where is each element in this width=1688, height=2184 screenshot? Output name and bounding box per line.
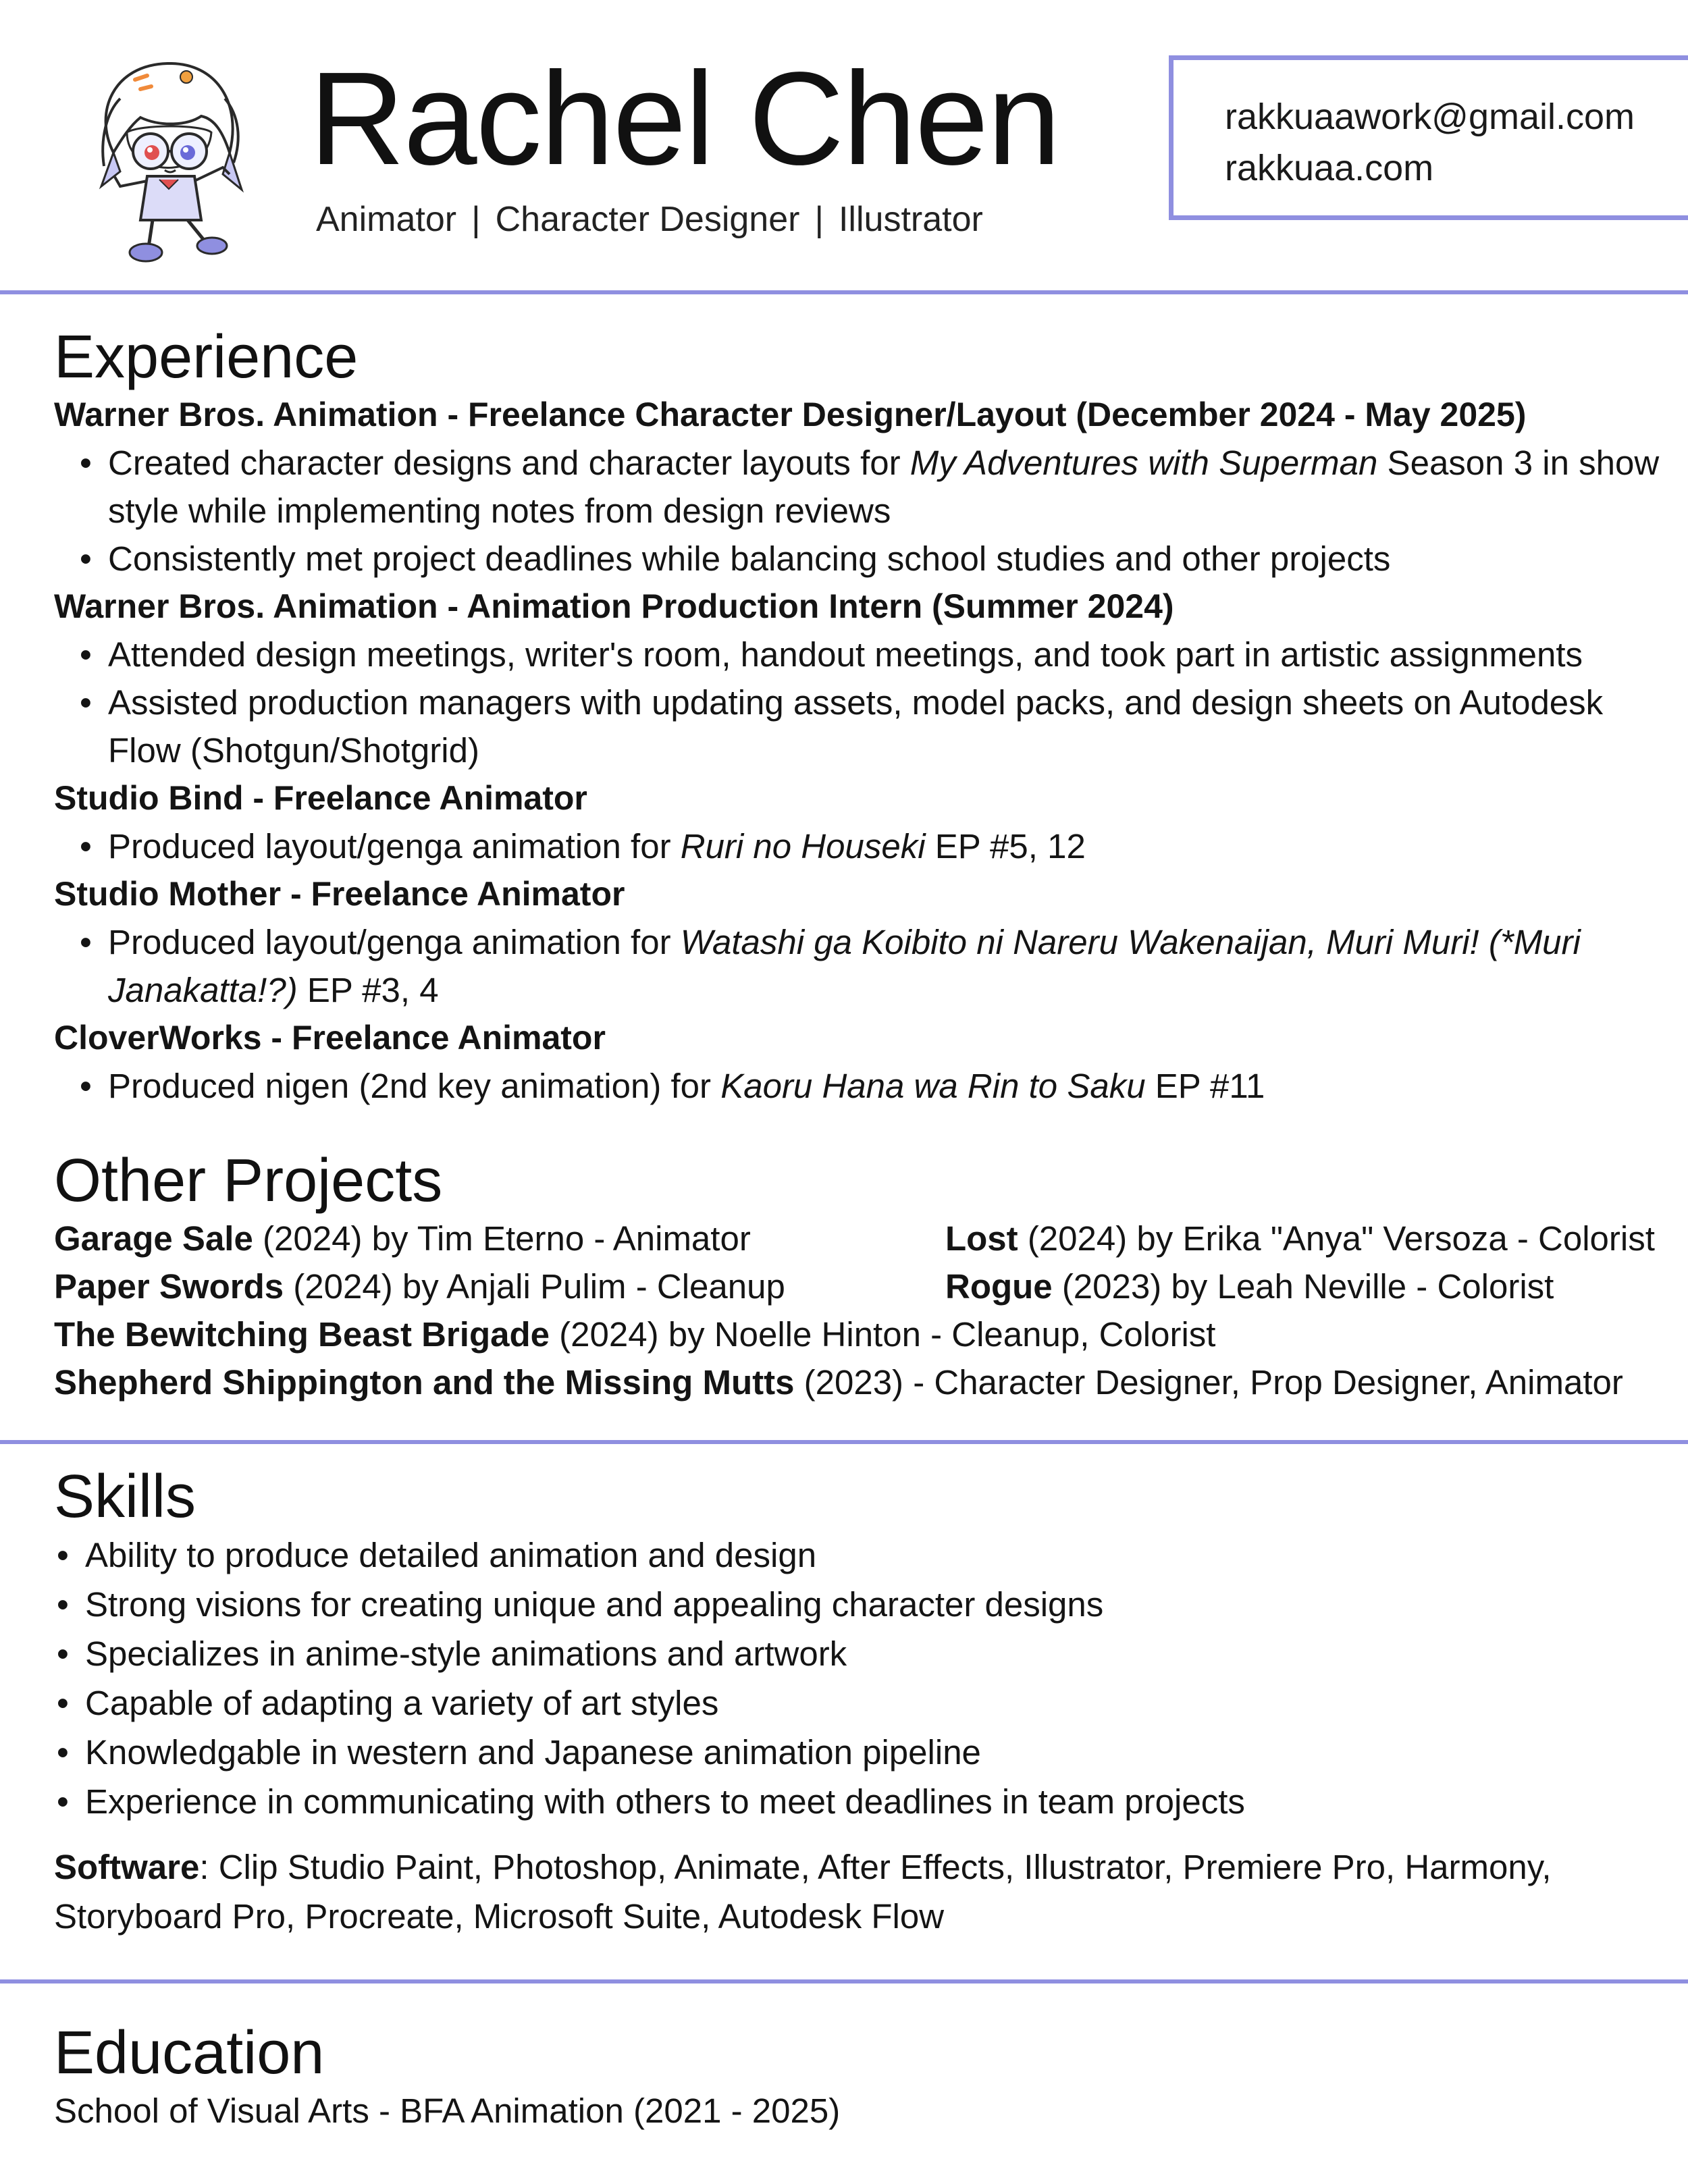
- bullet-item: • Consistently met project deadlines while balancing school studies and other projects: [54, 535, 1661, 583]
- header-name: Rachel Chen: [309, 45, 1060, 192]
- experience-section: [54, 324, 1661, 1110]
- job-bullets: [54, 822, 1661, 870]
- project-item: Lost (2024) by Erika "Anya" Versoza - Colorist: [945, 1219, 1655, 1258]
- skill-item: • Experience in communicating with others to meet deadlines in team projects: [54, 1777, 1661, 1826]
- job-heading: CloverWorks - Freelance Animator: [54, 1019, 606, 1057]
- section-divider: [0, 1979, 1688, 1983]
- section-divider: [0, 290, 1688, 294]
- skill-item: • Specializes in anime-style animations and artwork: [54, 1629, 1661, 1678]
- contact-box: [1169, 55, 1688, 220]
- bullet-item: • Produced layout/genga animation for Ruri no Houseki EP #5, 12: [54, 822, 1661, 870]
- title-illustrator: Illustrator: [838, 200, 983, 239]
- title-animator: Animator: [316, 200, 457, 239]
- website-link[interactable]: rakkuaa.com: [1225, 148, 1434, 188]
- skills-list: [54, 1530, 1661, 1826]
- header-titles: [316, 198, 983, 240]
- education-title: Education: [54, 2019, 325, 2087]
- software-line: [54, 1842, 1661, 1941]
- other-projects-title: Other Projects: [54, 1147, 443, 1215]
- skill-item: • Knowledgable in western and Japanese animation pipeline: [54, 1728, 1661, 1777]
- job-bullets: [54, 1062, 1661, 1110]
- skill-item: • Strong visions for creating unique and appealing character designs: [54, 1580, 1661, 1629]
- project-item: Garage Sale (2024) by Tim Eterno - Animator: [54, 1219, 751, 1258]
- email-link[interactable]: rakkuaawork@gmail.com: [1225, 97, 1635, 137]
- bullet-item: • Created character designs and character layouts for My Adventures with Superman Season 3 in show style while implementing notes from design reviews: [54, 439, 1661, 535]
- projects-grid: [54, 1215, 1661, 1310]
- title-character-designer: Character Designer: [495, 200, 800, 239]
- job-heading: Studio Mother - Freelance Animator: [54, 875, 625, 913]
- skill-item: • Ability to produce detailed animation and design: [54, 1530, 1661, 1580]
- job-heading: Studio Bind - Freelance Animator: [54, 779, 587, 817]
- skill-item: • Capable of adapting a variety of art styles: [54, 1678, 1661, 1728]
- education-section: [54, 2020, 1661, 2135]
- experience-title: Experience: [54, 323, 359, 391]
- bullet-item: • Attended design meetings, writer's room, handout meetings, and took part in artistic assignments: [54, 631, 1661, 678]
- project-item: Rogue (2023) by Leah Neville - Colorist: [945, 1267, 1554, 1306]
- job-bullets: [54, 439, 1661, 583]
- job-bullets: [54, 918, 1661, 1014]
- software-list: : Clip Studio Paint, Photoshop, Animate, After Effects, Illustrator, Premiere Pro, Harmony, Storyboard Pro, Procreate, Microsoft Suite, Autodesk Flow: [54, 1848, 1552, 1936]
- other-projects-section: [54, 1148, 1661, 1406]
- job-heading: Warner Bros. Animation - Freelance Character Designer/Layout (December 2024 - May 2025): [54, 396, 1527, 433]
- chibi-character-illustration: [73, 51, 262, 267]
- education-line: School of Visual Arts - BFA Animation (2021 - 2025): [54, 2092, 841, 2130]
- bullet-item: • Assisted production managers with updating assets, model packs, and design sheets on Autodesk Flow (Shotgun/Shotgrid): [54, 678, 1661, 774]
- avatar: [73, 51, 262, 267]
- bullet-item: • Produced layout/genga animation for Watashi ga Koibito ni Nareru Wakenaijan, Muri Muri! (*Muri Janakatta!?) EP #3, 4: [54, 918, 1661, 1014]
- bullet-item: • Produced nigen (2nd key animation) for Kaoru Hana wa Rin to Saku EP #11: [54, 1062, 1661, 1110]
- title-separator: |: [471, 200, 481, 239]
- project-item: Paper Swords (2024) by Anjali Pulim - Cleanup: [54, 1267, 785, 1306]
- project-item: The Bewitching Beast Brigade (2024) by Noelle Hinton - Cleanup, Colorist: [54, 1315, 1216, 1354]
- skills-section: [54, 1464, 1661, 1941]
- project-item: Shepherd Shippington and the Missing Mutts (2023) - Character Designer, Prop Designer, Animator: [54, 1363, 1623, 1402]
- title-separator: |: [814, 200, 824, 239]
- job-bullets: [54, 631, 1661, 774]
- job-heading: Warner Bros. Animation - Animation Production Intern (Summer 2024): [54, 587, 1174, 625]
- software-label: Software: [54, 1848, 200, 1886]
- skills-title: Skills: [54, 1463, 196, 1530]
- section-divider: [0, 1440, 1688, 1444]
